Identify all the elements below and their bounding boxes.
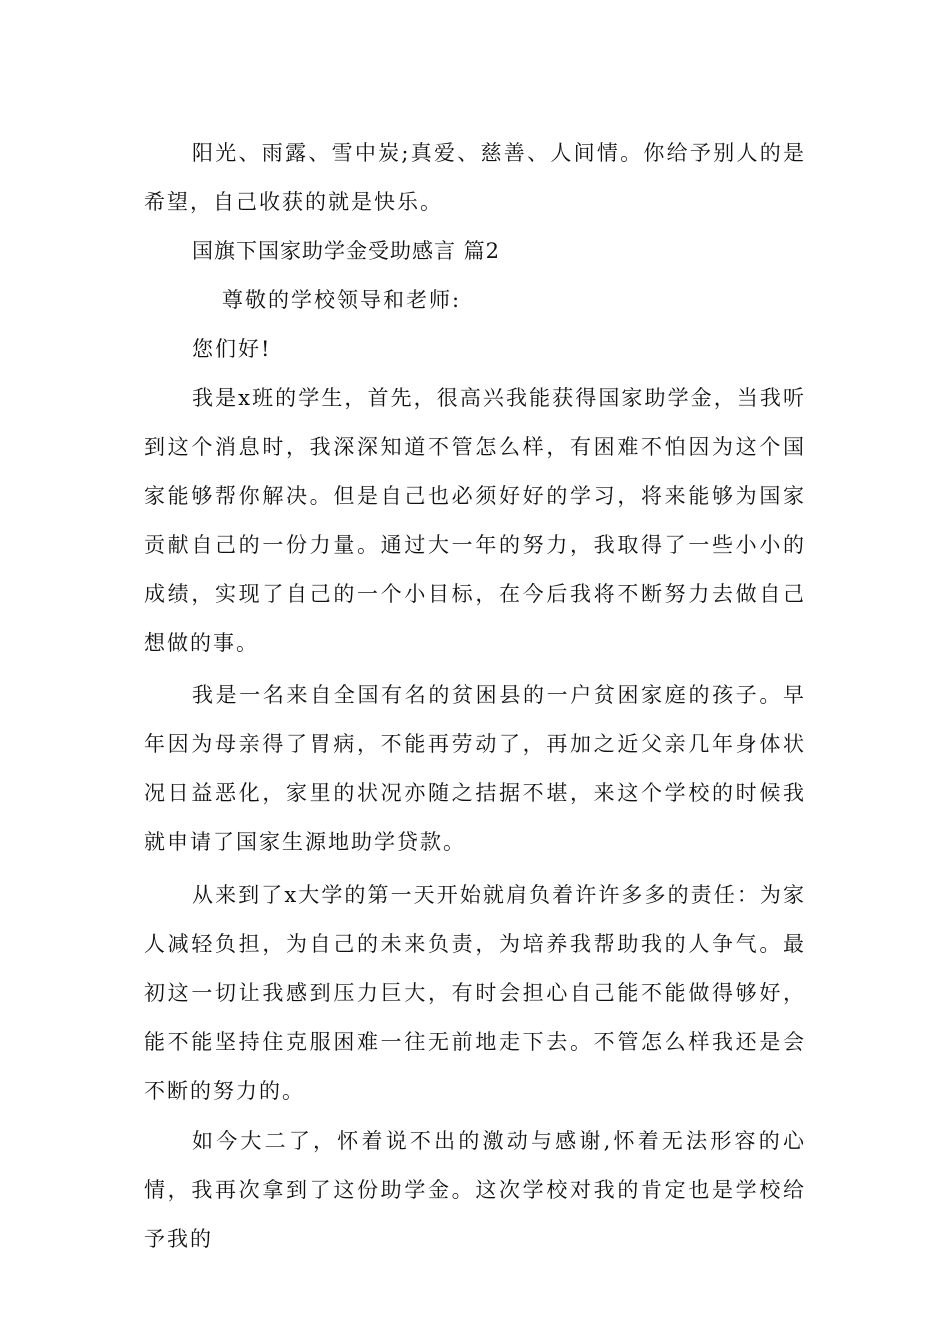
- salutation: 尊敬的学校领导和老师:: [222, 288, 462, 312]
- paragraph-3: 从来到了x大学的第一天开始就肩负着许许多多的责任：为家人减轻负担，为自己的未来负责，为培养我帮助我的人争气。最初这一切让我感到压力巨大，有时会担心自己能不能做得够好，能不能坚持住克服困难一往无前地走下去。不管怎么样我还是会不断的努力的。: [144, 883, 806, 1103]
- paragraph-4: 如今大二了，怀着说不出的激动与感谢,怀着无法形容的心情，我再次拿到了这份助学金。这次学校对我的肯定也是学校给予我的: [144, 1129, 806, 1251]
- paragraph-1: 我是x班的学生，首先，很高兴我能获得国家助学金，当我听到这个消息时，我深深知道不管怎么样，有困难不怕因为这个国家能够帮你解决。但是自己也必须好好的学习，将来能够为国家贡献自己的一份力量。通过大一年的努力，我取得了一些小小的成绩，实现了自己的一个小目标，在今后我将不断努力去做自己想做的事。: [144, 386, 806, 655]
- section-title: 国旗下国家助学金受助感言 篇2: [192, 239, 501, 263]
- paragraph-intro: 阳光、雨露、雪中炭;真爱、慈善、人间情。你给予别人的是希望，自己收获的就是快乐。: [144, 141, 806, 214]
- paragraph-2: 我是一名来自全国有名的贫困县的一户贫困家庭的孩子。早年因为母亲得了胃病，不能再劳动了，再加之近父亲几年身体状况日益恶化，家里的状况亦随之拮据不堪，来这个学校的时候我就申请了国家生源地助学贷款。: [144, 683, 806, 854]
- greeting: 您们好!: [192, 337, 272, 361]
